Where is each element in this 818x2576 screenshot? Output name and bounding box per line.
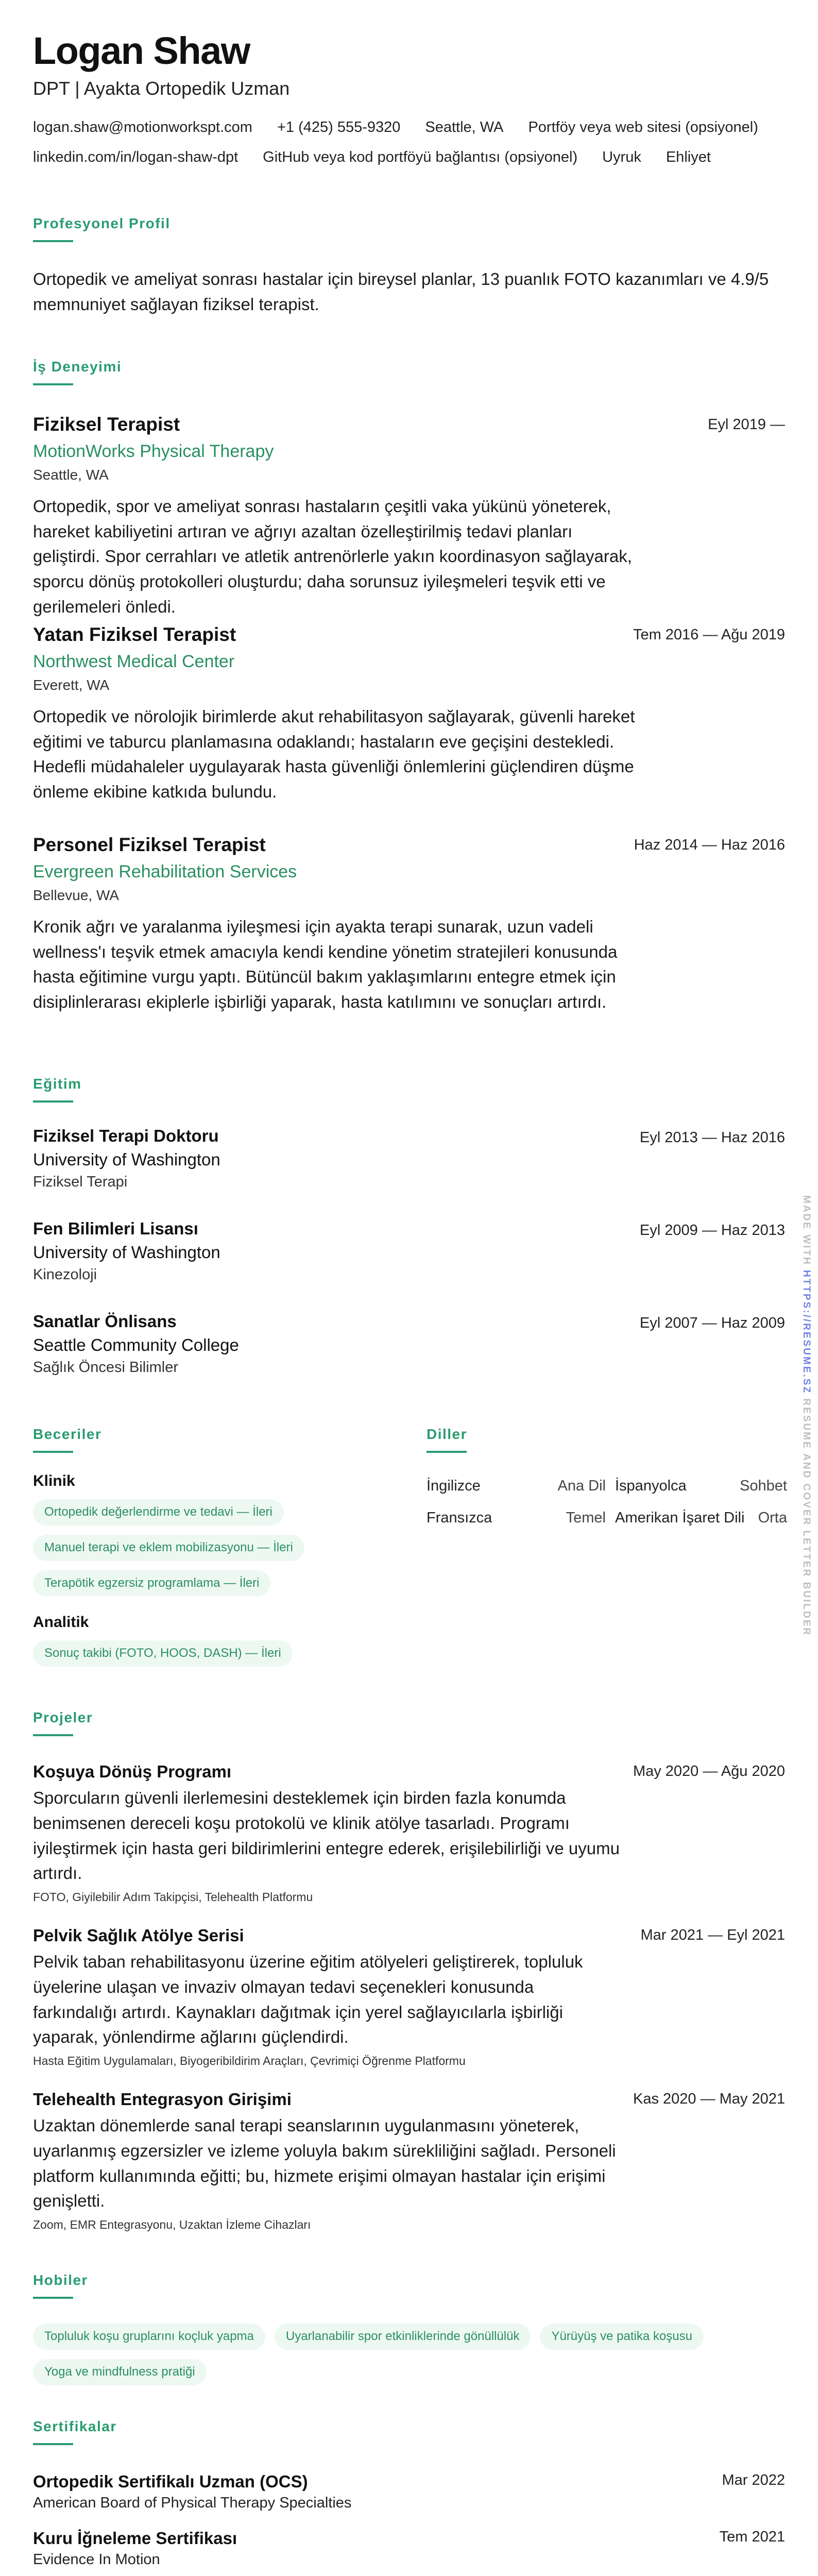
certification-name: Kuru İğneleme Sertifikası	[33, 2529, 237, 2548]
language-name: İspanyolca	[615, 1478, 687, 1494]
company-name: Evergreen Rehabilitation Services	[33, 862, 297, 882]
contact-license: Ehliyet	[666, 149, 711, 166]
certifications-section	[33, 2418, 785, 2576]
certification-date: Tem 2021	[719, 2529, 785, 2545]
language-name: Amerikan İşaret Dili	[615, 1510, 745, 1526]
language-row	[427, 1510, 787, 1530]
education-dates: Eyl 2013 — Haz 2016	[639, 1129, 785, 1146]
education-entry	[33, 1312, 785, 1376]
section-title: İş Deneyimi	[33, 359, 122, 375]
education-section	[33, 1076, 785, 1405]
section-divider	[33, 2443, 73, 2445]
degree-name: Fen Bilimleri Lisansı	[33, 1219, 198, 1238]
certification-issuer: Evidence In Motion	[33, 2551, 160, 2568]
section-title: Beceriler	[33, 1426, 102, 1442]
language-level: Ana Dil	[557, 1478, 606, 1494]
job-dates: Haz 2014 — Haz 2016	[634, 837, 785, 853]
project-dates: Mar 2021 — Eyl 2021	[640, 1927, 785, 1943]
hobby-pill: Yoga ve mindfulness pratiği	[33, 2359, 207, 2385]
contact-list	[33, 118, 795, 167]
section-divider	[33, 1451, 73, 1453]
job-title: Yatan Fiziksel Terapist	[33, 624, 236, 645]
section-title: Projeler	[33, 1709, 93, 1725]
school-name: University of Washington	[33, 1243, 220, 1262]
experience-section	[33, 359, 785, 1044]
language-level: Orta	[758, 1510, 787, 1526]
section-divider	[33, 1734, 73, 1736]
certification-entry	[33, 2529, 785, 2568]
section-title: Diller	[427, 1426, 468, 1442]
section-title: Hobiler	[33, 2272, 88, 2288]
field-of-study: Kinezoloji	[33, 1266, 97, 1283]
contact-phone[interactable]: +1 (425) 555-9320	[277, 119, 401, 136]
skill-pill: Terapötik egzersiz programlama — İleri	[33, 1570, 270, 1597]
hobby-pill: Uyarlanabilir spor etkinliklerinde gönüllülük	[275, 2324, 531, 2350]
section-divider	[33, 2297, 73, 2299]
contact-email[interactable]: logan.shaw@motionworkspt.com	[33, 119, 252, 136]
project-name: Telehealth Entegrasyon Girişimi	[33, 2090, 292, 2109]
section-divider	[427, 1451, 467, 1453]
watermark-prefix: MADE WITH	[801, 1195, 812, 1266]
project-entry	[33, 2090, 785, 2232]
language-name: Fransızca	[427, 1510, 492, 1526]
language-name: İngilizce	[427, 1478, 481, 1494]
skill-group	[33, 1472, 394, 1596]
job-title: Fiziksel Terapist	[33, 414, 180, 435]
section-divider	[33, 383, 73, 385]
contact-website[interactable]: Portföy veya web sitesi (opsiyonel)	[528, 119, 758, 136]
education-entry	[33, 1219, 785, 1283]
hobby-pill: Topluluk koşu gruplarını koçluk yapma	[33, 2324, 265, 2350]
project-description: Sporcuların güvenli ilerlemesini desteklemek için birden fazla konumda benimsenen dereceli koşu protokolü ve klinik atölye tasarladı. Programı iyileştirmek için hasta geri bildirimlerini entegre ederek, erişilebilirliği ve uyumu artırdı.	[33, 1788, 620, 1883]
contact-linkedin[interactable]: linkedin.com/in/logan-shaw-dpt	[33, 149, 238, 166]
experience-entry	[33, 623, 785, 805]
certification-name: Ortopedik Sertifikalı Uzman (OCS)	[33, 2472, 308, 2491]
job-dates: Tem 2016 — Ağu 2019	[633, 626, 785, 643]
education-entry	[33, 1126, 785, 1191]
education-dates: Eyl 2007 — Haz 2009	[639, 1315, 785, 1331]
watermark-suffix: RESUME AND COVER LETTER BUILDER	[801, 1398, 812, 1637]
education-dates: Eyl 2009 — Haz 2013	[639, 1222, 785, 1239]
language-level: Sohbet	[740, 1478, 787, 1494]
job-description: Ortopedik, spor ve ameliyat sonrası hastaların çeşitli vaka yükünü yöneterek, hareket kabiliyetini artıran ve ağrıyı azaltan özelleştirilmiş tedavi planları geliştirdi. Spor cerrahları ve atletik antrenörlerle yakın koordinasyon sağlayarak, sporcu dönüş protokolleri oluşturdu; daha sorunsuz iyileşmeleri teşvik etti ve gerilemeleri önledi.	[33, 496, 632, 617]
section-title: Eğitim	[33, 1076, 82, 1092]
job-dates: Eyl 2019 —	[708, 416, 785, 433]
project-entry	[33, 1926, 785, 2068]
skill-group-title: Klinik	[33, 1472, 75, 1489]
job-location: Everett, WA	[33, 677, 110, 693]
certification-date: Mar 2022	[722, 2472, 785, 2488]
skill-group	[33, 1614, 394, 1667]
degree-name: Sanatlar Önlisans	[33, 1312, 177, 1331]
project-tech: FOTO, Giyilebilir Adım Takipçisi, Telehealth Platformu	[33, 1890, 313, 1904]
job-description: Kronik ağrı ve yaralanma iyileşmesi için ayakta terapi sunarak, uzun vadeli wellness'ı teşvik etmek amacıyla kendi kendine yönetim stratejileri konusunda hasta eğitimine vurgu yaptı. Bütüncül bakım yaklaşımlarını entegre etmek için disiplinlerarası ekiplerle işbirliği yaparak, hasta katılımını ve sonuçları artırdı.	[33, 917, 618, 1012]
certification-entry	[33, 2472, 785, 2512]
experience-entry	[33, 834, 785, 1015]
language-row	[427, 1478, 787, 1498]
project-name: Pelvik Sağlık Atölye Serisi	[33, 1926, 244, 1945]
hobbies-section	[33, 2272, 785, 2385]
section-title: Sertifikalar	[33, 2418, 117, 2434]
watermark-link[interactable]: HTTPS://RESUME.SZ	[801, 1270, 812, 1395]
section-divider	[33, 240, 73, 242]
job-location: Seattle, WA	[33, 467, 109, 483]
section-title: Profesyonel Profil	[33, 215, 171, 231]
project-entry	[33, 1762, 785, 1904]
project-dates: May 2020 — Ağu 2020	[633, 1763, 785, 1780]
profile-section	[33, 215, 785, 317]
language-list	[427, 1478, 787, 1530]
candidate-name: Logan Shaw	[33, 29, 250, 72]
section-divider	[33, 1100, 73, 1103]
skill-pill: Manuel terapi ve eklem mobilizasyonu — İleri	[33, 1535, 304, 1561]
job-title: Personel Fiziksel Terapist	[33, 834, 266, 855]
project-tech: Zoom, EMR Entegrasyonu, Uzaktan İzleme Cihazları	[33, 2218, 311, 2232]
profile-summary: Ortopedik ve ameliyat sonrası hastalar için bireysel planlar, 13 puanlık FOTO kazanımları ve 4.9/5 memnuniyet sağlayan fiziksel terapist.	[33, 269, 769, 314]
field-of-study: Fiziksel Terapi	[33, 1174, 128, 1190]
projects-section	[33, 1709, 785, 2245]
hobby-pill: Yürüyüş ve patika koşusu	[540, 2324, 703, 2350]
contact-nationality: Uyruk	[602, 149, 641, 166]
field-of-study: Sağlık Öncesi Bilimler	[33, 1359, 179, 1376]
degree-name: Fiziksel Terapi Doktoru	[33, 1126, 219, 1145]
certification-issuer: American Board of Physical Therapy Specialties	[33, 2495, 352, 2511]
project-dates: Kas 2020 — May 2021	[633, 2091, 785, 2107]
contact-location: Seattle, WA	[425, 119, 504, 136]
project-description: Pelvik taban rehabilitasyonu üzerine eğitim atölyeleri geliştirerek, topluluk üyelerine ulaşan ve invaziv olmayan tedavi seçenekleri konusunda farkındalığı artırdı. Kaynakları dağıtmak için yerel sağlayıcılarla işbirliği yaparak, yönlendirme ağlarını güçlendirdi.	[33, 1952, 583, 2047]
school-name: Seattle Community College	[33, 1335, 239, 1354]
languages-section	[427, 1426, 787, 1529]
contact-github[interactable]: GitHub veya kod portföyü bağlantısı (opsiyonel)	[263, 149, 578, 166]
skill-pill: Ortopedik değerlendirme ve tedavi — İleri	[33, 1499, 284, 1526]
skill-pill: Sonuç takibi (FOTO, HOOS, DASH) — İleri	[33, 1640, 293, 1667]
candidate-headline: DPT | Ayakta Ortopedik Uzman	[33, 78, 290, 99]
school-name: University of Washington	[33, 1150, 220, 1169]
project-name: Koşuya Dönüş Programı	[33, 1762, 232, 1781]
language-level: Temel	[566, 1510, 606, 1526]
skills-section	[33, 1426, 394, 1663]
job-description: Ortopedik ve nörolojik birimlerde akut rehabilitasyon sağlayarak, güvenli hareket eğitimi ve taburcu planlamasına odaklandı; hastaların eve geçişini destekledi. Hedefli müdahaleler uygulayarak hasta güvenliği önlemlerini güçlendiren düşme önleme ekibine katkıda bulundu.	[33, 706, 635, 802]
company-name: MotionWorks Physical Therapy	[33, 442, 274, 462]
company-name: Northwest Medical Center	[33, 652, 235, 672]
made-with-watermark	[799, 1195, 812, 1637]
skill-group-title: Analitik	[33, 1614, 89, 1631]
project-tech: Hasta Eğitim Uygulamaları, Biyogeribildirim Araçları, Çevrimiçi Öğrenme Platformu	[33, 2054, 466, 2068]
job-location: Bellevue, WA	[33, 887, 120, 904]
experience-entry	[33, 413, 785, 620]
project-description: Uzaktan dönemlerde sanal terapi seanslarının uygulanmasını yöneterek, uyarlanmış egzersizler ve izleme yoluyla bakım sürekliliğini sağladı. Personeli platform kullanımında eğitti; bu, hizmete erişimi olmayan hastalar için erişimi genişletti.	[33, 2116, 616, 2211]
